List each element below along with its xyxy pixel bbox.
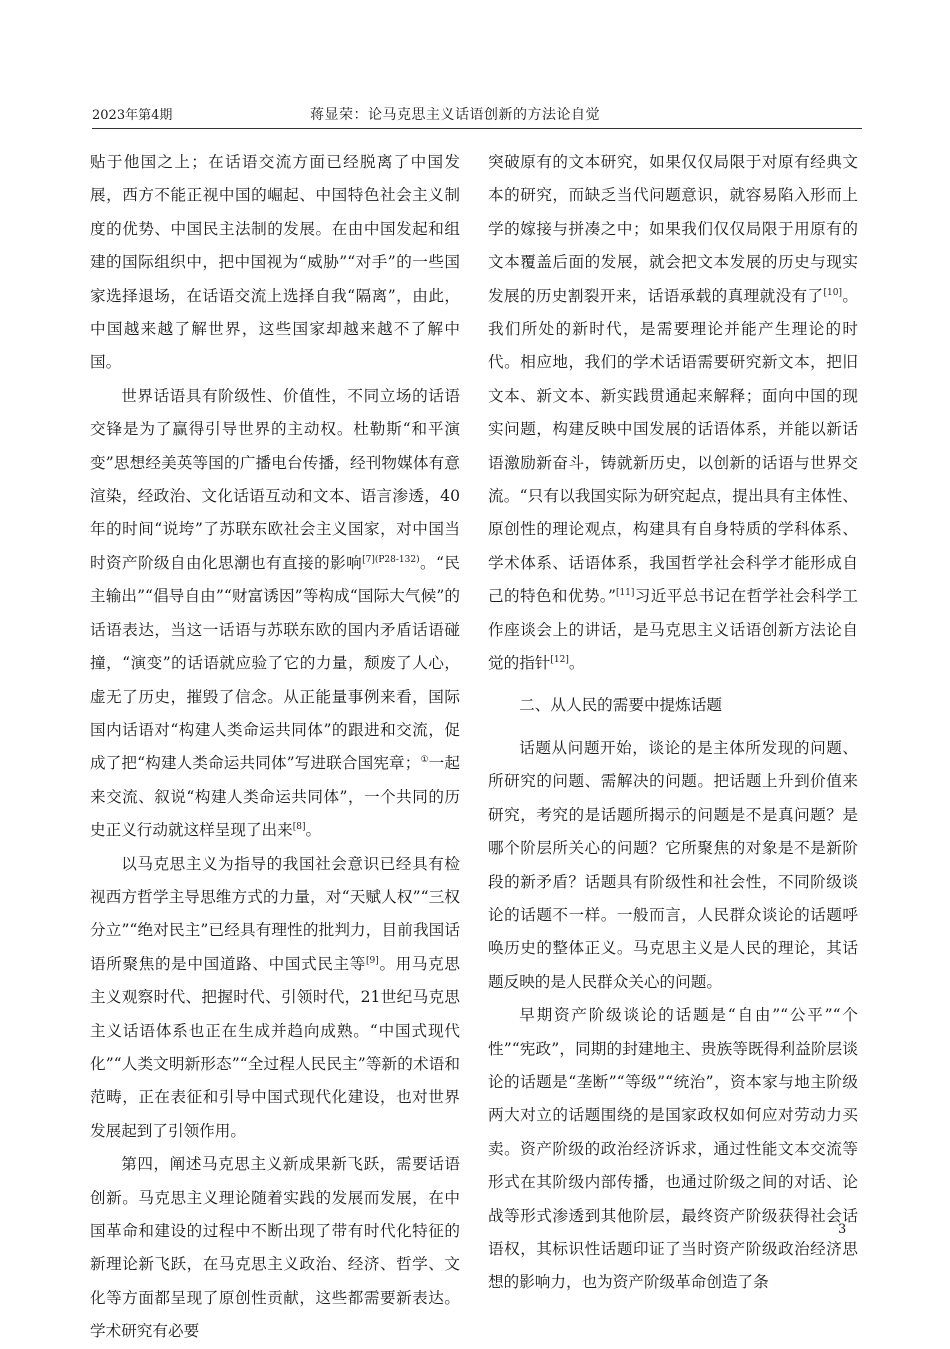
paragraph (90, 146, 460, 380)
paragraph (90, 1148, 460, 1348)
paragraph-text: 。 (305, 821, 322, 840)
citation-ref: [9] (366, 955, 379, 966)
paragraph-text: 。我们所处的新时代，是需要理论并能产生理论的时代。相应地，我们的学术话语需要研究新文本，把旧文本、新文本、新实践贯通起来解释；面向中国的现实问题，构建反映中国发展的话语体系，并能以新话语激励新奋斗，铸就新历史，以创新的话语与世界交流。“只有以我国实际为研究起点，提出具有主体性、原创性的理论观点，构建具有自身特质的学科体系、学术体系、话语体系，我国哲学社会科学才能形成自己的特色和优势。” (488, 286, 858, 606)
citation-ref: [11] (615, 588, 635, 599)
paragraph-text: 习近平总书记在哲学社会科学工作座谈会上的讲话，是马克思主义话语创新方法论自觉的指针 (488, 587, 858, 673)
page-number: 3 (838, 1222, 847, 1237)
paragraph (90, 848, 460, 1149)
paragraph (488, 146, 858, 681)
paragraph-text: 早期资产阶级谈论的话题是“自由”“公平”“个性”“宪政”，同期的封建地主、贵族等既得利益阶层谈论的话题是“垄断”“等级”“统治”，资本家与地主阶级两大对立的话题围绕的是国家政权如何应对劳动力买卖。资产阶级的政治经济诉求，通过性能文本交流等形式在其阶级内部传播，也通过阶级之间的对话、论战等形式渗透到其他阶层，最终资产阶级获得社会话语权，其标识性话题印证了当时资产阶级政治经济思想的影响力，也为资产阶级革命创造了条 (488, 1006, 858, 1292)
running-header (92, 104, 862, 126)
paragraph-text: 世界话语具有阶级性、价值性，不同立场的话语交锋是为了赢得引导世界的主动权。杜勒斯“和平演变”思想经美英等国的广播电台传播，经刊物媒体有意渲染，经政治、文化话语互动和文本、语言渗透，40年的时间“说垮”了苏联东欧社会主义国家，对中国当时资产阶级自由化思潮也有直接的影响 (90, 386, 460, 572)
paragraph-text: 。用马克思主义观察时代、把握时代、引领时代，21世纪马克思主义话语体系也正在生成并趋向成熟。“中国式现代化”“人类文明新形态”“全过程人民民主”等新的术语和范畴，正在表征和引导中国式现代化建设，也对世界发展起到了引领作用。 (90, 954, 460, 1140)
right-column (488, 146, 858, 1300)
paragraph-text: 一起来交流、叙说“构建人类命运共同体”，一个共同的历史正义行动就这样呈现了出来 (90, 754, 460, 840)
paragraph-text: 话题从问题开始，谈论的是主体所发现的问题、所研究的问题、需解决的问题。把话题上升到价值来研究，考究的是话题所揭示的问题是不是真问题？是哪个阶层所关心的问题？它所聚焦的对象是不是新阶段的新矛盾？话题具有阶级性和社会性，不同阶级谈论的话题不一样。一般而言，人民群众谈论的话题呼唤历史的整体正义。马克思主义是人民的理论，其话题反映的是人民群众关心的问题。 (488, 738, 858, 991)
paragraph-text: 。 (568, 654, 585, 673)
paragraph-text: 。“民主输出”“倡导自由”“财富诱因”等构成“国际大气候”的话语表达，当这一话语与苏联东欧的国内矛盾话语碰撞，“演变”的话语就应验了它的力量，颓废了人心，虚无了历史，摧毁了信念。从正能量事例来看，国际国内话语对“构建人类命运共同体”的跟进和交流，促成了把“构建人类命运共同体”写进联合国宪章； (90, 553, 460, 773)
section-heading: 二、从人民的需要中提炼话题 (519, 695, 722, 714)
paragraph (488, 732, 858, 999)
citation-ref: [8] (292, 822, 306, 833)
header-rule (92, 128, 862, 129)
citation-ref: [12] (550, 655, 569, 666)
citation-ref: [10] (823, 287, 842, 298)
left-column (90, 146, 460, 1349)
footnote-marker: ① (420, 755, 429, 766)
paragraph-text: 以马克思主义为指导的我国社会意识已经具有检视西方哲学主导思维方式的力量，对“天赋人权”“三权分立”“绝对民主”已经具有理性的批判力，目前我国话语所聚焦的是中国道路、中国式民主等 (90, 854, 460, 973)
journal-issue: 2023年第4期 (92, 108, 173, 123)
paragraph (90, 380, 460, 848)
paragraph-text: 贴于他国之上；在话语交流方面已经脱离了中国发展，西方不能正视中国的崛起、中国特色社会主义制度的优势、中国民主法制的发展。在由中国发起和组建的国际组织中，把中国视为“威胁”“对手”的一些国家选择退场，在话语交流上选择自我“隔离”，由此，中国越来越了解世界，这些国家却越来越不了解中国。 (90, 153, 460, 372)
paragraph (488, 999, 858, 1300)
running-title: 蒋显荣：论马克思主义话语创新的方法论自觉 (310, 107, 600, 123)
paragraph-text: 第四，阐述马克思主义新成果新飞跃，需要话语创新。马克思主义理论随着实践的发展而发展，在中国革命和建设的过程中不断出现了带有时代化特征的新理论新飞跃，在马克思主义政治、经济、哲学、文化等方面都呈现了原创性贡献，这些都需要新表达。学术研究有必要 (90, 1155, 460, 1341)
citation-ref: [7](P28-132) (362, 554, 420, 565)
paragraph-text: 突破原有的文本研究，如果仅仅局限于对原有经典文本的研究，而缺乏当代问题意识，就容易陷入形而上学的嫁接与拼凑之中；如果我们仅仅局限于用原有的文本覆盖后面的发展，就会把文本发展的历史与现实发展的历史割裂开来，话语承载的真理就没有了 (488, 153, 858, 305)
